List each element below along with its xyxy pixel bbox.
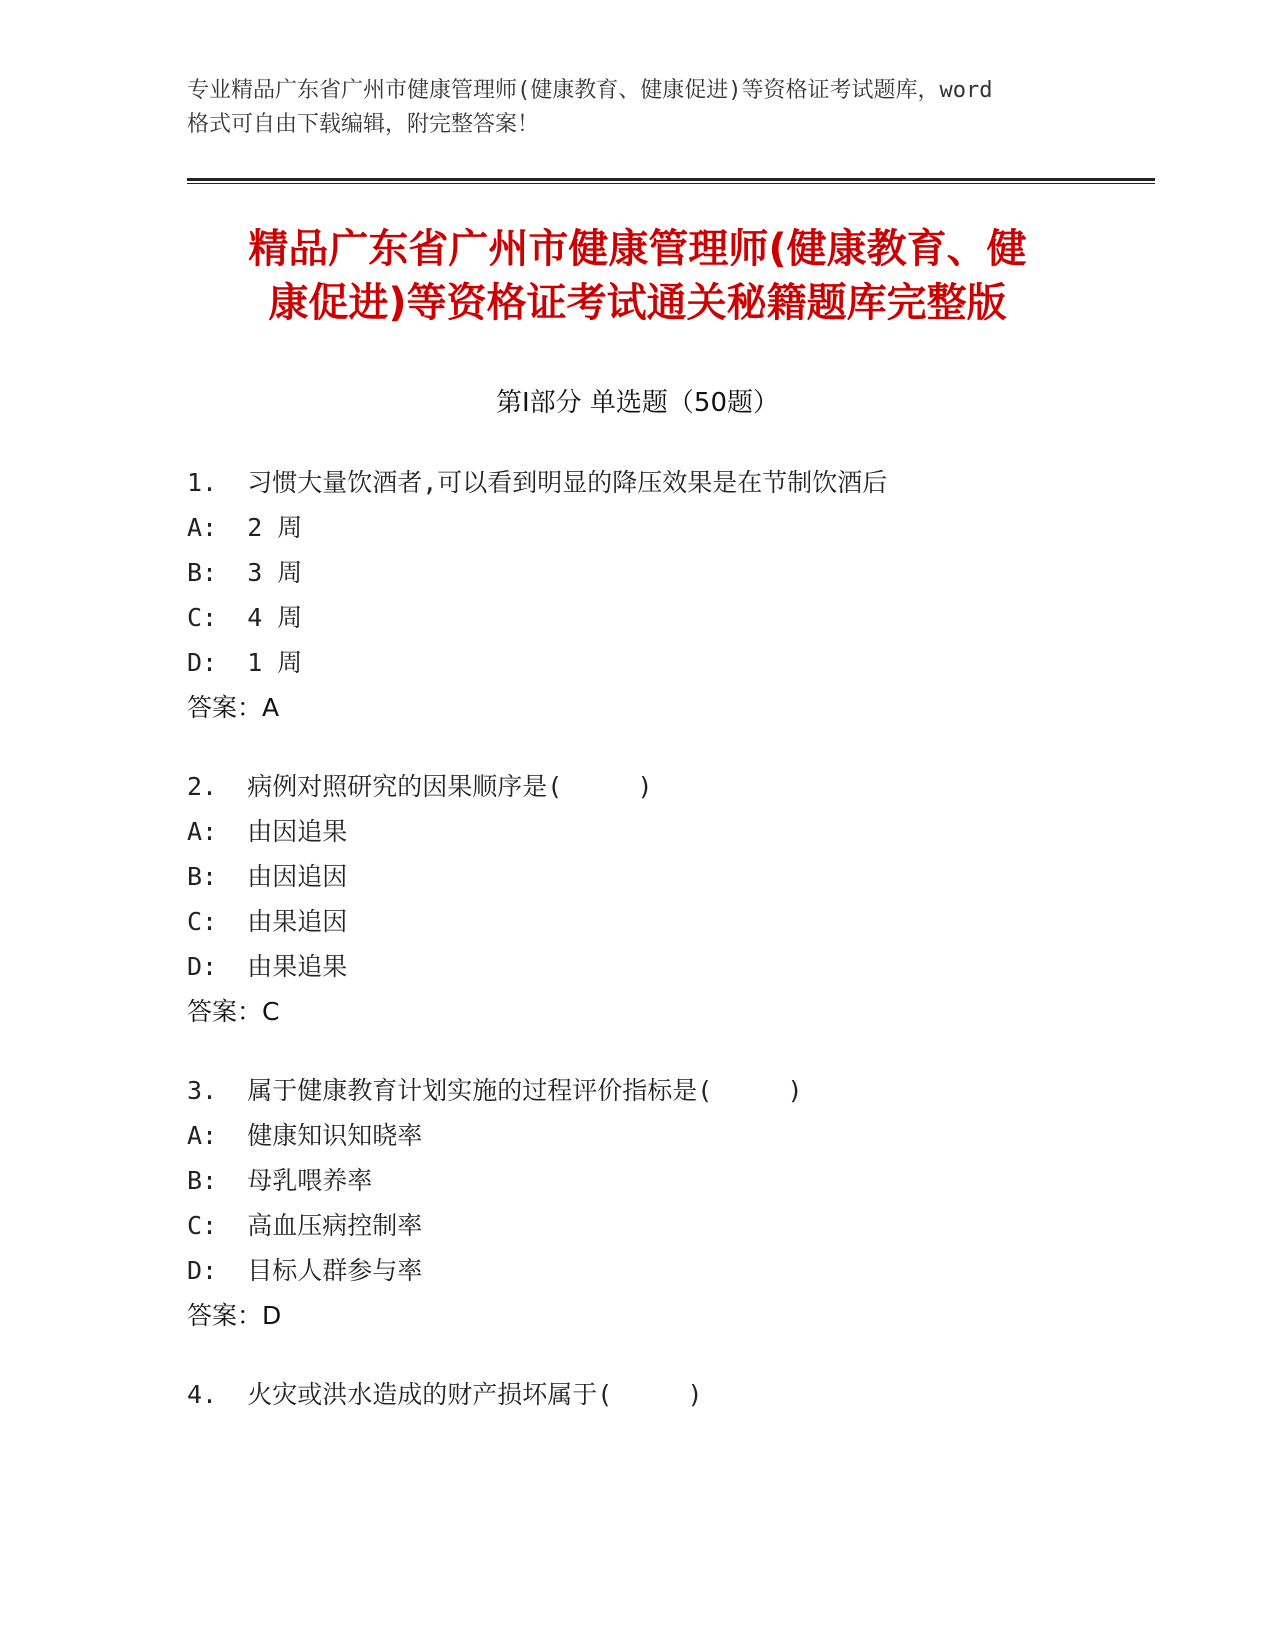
document-title-line2: 康促进)等资格证考试通关秘籍题库完整版 xyxy=(268,280,1007,326)
question-2 xyxy=(187,764,1147,1034)
question-option-d: D: 1 周 xyxy=(187,648,303,677)
question-answer: 答案：C xyxy=(187,997,280,1026)
question-stem: 3. 属于健康教育计划实施的过程评价指标是( ) xyxy=(187,1076,803,1105)
question-stem: 2. 病例对照研究的因果顺序是( ) xyxy=(187,772,653,801)
question-3 xyxy=(187,1068,1147,1338)
question-answer: 答案：D xyxy=(187,1301,282,1330)
question-stem: 4. 火灾或洪水造成的财产损坏属于( ) xyxy=(187,1380,703,1409)
header-rule-thin xyxy=(187,183,1155,184)
question-option-c: C: 4 周 xyxy=(187,603,303,632)
question-stem: 1. 习惯大量饮酒者,可以看到明显的降压效果是在节制饮酒后 xyxy=(187,468,888,497)
header-note-line1: 专业精品广东省广州市健康管理师(健康教育、健康促进)等资格证考试题库，word xyxy=(187,78,993,103)
question-option-a: A: 2 周 xyxy=(187,513,303,542)
question-1 xyxy=(187,460,1147,730)
document-title xyxy=(150,222,1125,330)
question-option-b: B: 由因追因 xyxy=(187,862,348,891)
question-option-c: C: 高血压病控制率 xyxy=(187,1211,423,1240)
header-note xyxy=(187,74,1092,142)
question-option-d: D: 目标人群参与率 xyxy=(187,1256,423,1285)
question-option-a: A: 由因追果 xyxy=(187,817,348,846)
question-option-b: B: 3 周 xyxy=(187,558,303,587)
question-4 xyxy=(187,1372,1147,1417)
header-note-line2: 格式可自由下载编辑，附完整答案！ xyxy=(187,112,540,137)
document-title-line1: 精品广东省广州市健康管理师(健康教育、健 xyxy=(248,226,1027,272)
question-option-b: B: 母乳喂养率 xyxy=(187,1166,373,1195)
question-option-c: C: 由果追因 xyxy=(187,907,348,936)
header-rule-thick xyxy=(187,178,1155,181)
question-option-d: D: 由果追果 xyxy=(187,952,348,981)
question-answer: 答案：A xyxy=(187,693,280,722)
question-option-a: A: 健康知识知晓率 xyxy=(187,1121,423,1150)
section-title: 第Ⅰ部分 单选题（50题） xyxy=(495,388,780,418)
